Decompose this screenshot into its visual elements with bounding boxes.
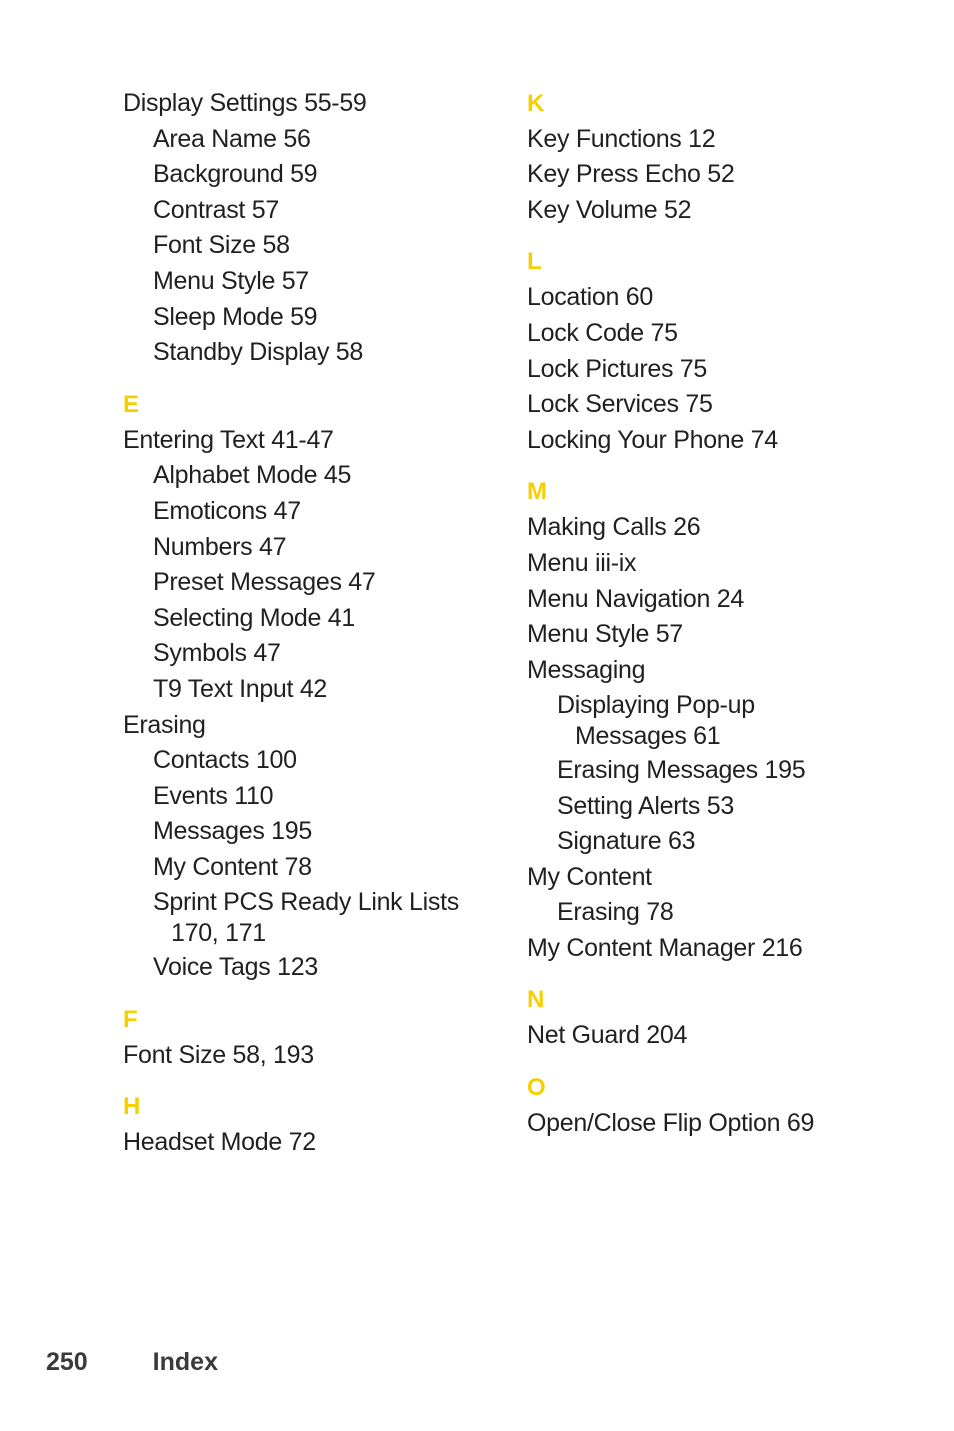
- letter-heading: N: [527, 986, 545, 1014]
- index-entry: My Content Manager 216: [527, 933, 803, 962]
- index-subentry: Alphabet Mode 45: [153, 461, 352, 490]
- page-number: 250: [46, 1348, 88, 1376]
- index-subentry: My Content 78: [153, 852, 312, 881]
- letter-heading: L: [527, 248, 542, 276]
- letter-heading: H: [123, 1093, 141, 1121]
- index-subentry: Background 59: [153, 160, 318, 189]
- index-subentry: Font Size 58: [153, 231, 290, 260]
- index-entry: Menu Navigation 24: [527, 584, 744, 613]
- index-entry: Lock Code 75: [527, 318, 678, 347]
- index-entry: Menu Style 57: [527, 620, 683, 649]
- index-entry: Net Guard 204: [527, 1021, 688, 1050]
- index-subentry: Contacts 100: [153, 746, 297, 775]
- letter-heading: E: [123, 390, 140, 418]
- index-entry: Location 60: [527, 283, 653, 312]
- index-entry: Headset Mode 72: [123, 1128, 316, 1157]
- index-subentry: Emoticons 47: [153, 496, 301, 525]
- index-subentry: Displaying Pop-up: [557, 691, 755, 720]
- index-subentry: Contrast 57: [153, 195, 279, 224]
- letter-heading: F: [123, 1005, 138, 1033]
- index-entry: Messaging: [527, 655, 646, 684]
- letter-heading: M: [527, 478, 547, 506]
- index-entry: Key Press Echo 52: [527, 160, 735, 189]
- index-entry: Menu iii-ix: [527, 548, 637, 577]
- index-entry-continuation: 170, 171: [171, 919, 266, 948]
- index-subentry: Erasing 78: [557, 898, 674, 927]
- index-column-right: [527, 86, 937, 1142]
- index-entry: Lock Services 75: [527, 390, 713, 419]
- index-subentry: Selecting Mode 41: [153, 603, 355, 632]
- index-subentry: Area Name 56: [153, 124, 311, 153]
- index-entry: Lock Pictures 75: [527, 354, 708, 383]
- index-subentry: Sleep Mode 59: [153, 302, 318, 331]
- index-entry: Display Settings 55-59: [123, 89, 367, 117]
- index-entry: Entering Text 41-47: [123, 425, 334, 454]
- index-entry-continuation: Messages 61: [575, 721, 721, 750]
- index-entry: Key Functions 12: [527, 124, 716, 153]
- index-entry: Key Volume 52: [527, 195, 692, 224]
- index-column-left: [123, 86, 513, 1161]
- index-subentry: Preset Messages 47: [153, 568, 376, 597]
- index-subentry: Numbers 47: [153, 532, 287, 561]
- index-subentry: Erasing Messages 195: [557, 755, 806, 784]
- index-entry: Erasing: [123, 710, 206, 739]
- index-subentry: Signature 63: [557, 827, 696, 856]
- index-subentry: T9 Text Input 42: [153, 674, 328, 703]
- index-subentry: Sprint PCS Ready Link Lists: [153, 888, 459, 917]
- index-entry: Open/Close Flip Option 69: [527, 1109, 815, 1138]
- index-subentry: Messages 195: [153, 817, 312, 846]
- section-title: Index: [152, 1348, 218, 1376]
- index-entry: My Content: [527, 862, 652, 891]
- page-footer: [46, 1348, 218, 1377]
- index-subentry: Setting Alerts 53: [557, 791, 734, 820]
- letter-heading: O: [527, 1074, 546, 1102]
- index-entry: Locking Your Phone 74: [527, 425, 778, 454]
- index-subentry: Events 110: [153, 781, 274, 810]
- index-entry: Font Size 58, 193: [123, 1040, 314, 1069]
- index-entry: Making Calls 26: [527, 513, 701, 542]
- index-subentry: Symbols 47: [153, 639, 281, 668]
- letter-heading: K: [527, 90, 545, 117]
- index-subentry: Standby Display 58: [153, 338, 364, 367]
- index-subentry: Menu Style 57: [153, 266, 309, 295]
- index-subentry: Voice Tags 123: [153, 953, 318, 982]
